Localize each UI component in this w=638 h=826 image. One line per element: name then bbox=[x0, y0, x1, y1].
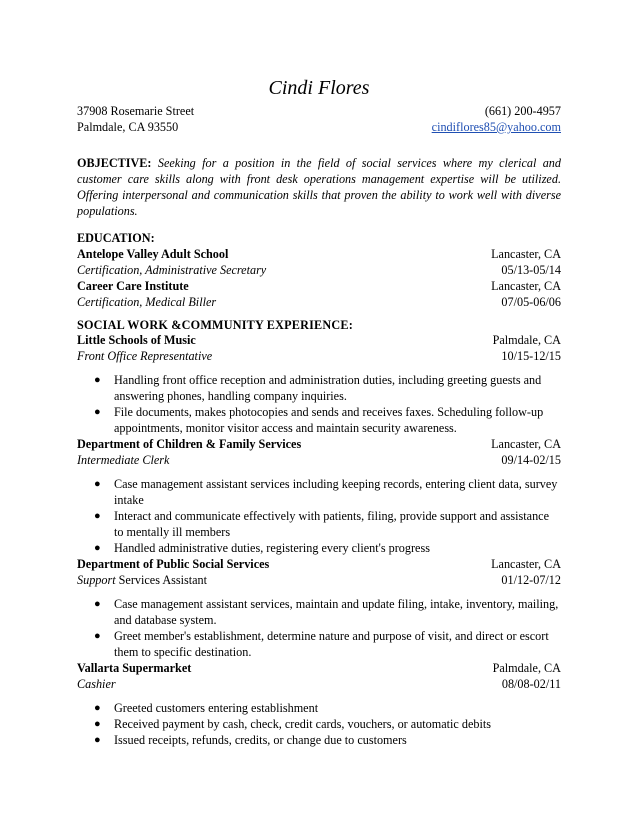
school-dates: 07/05-06/06 bbox=[501, 295, 561, 309]
employer-name: Little Schools of Music bbox=[77, 333, 196, 347]
bullet-icon: ● bbox=[94, 374, 101, 386]
street-address: 37908 Rosemarie Street bbox=[77, 104, 195, 118]
experience-heading: SOCIAL WORK &COMMUNITY EXPERIENCE: bbox=[77, 318, 353, 332]
job-bullets bbox=[77, 372, 561, 436]
bullet-item: ● Greeted customers entering establishment bbox=[94, 701, 319, 715]
bullet-icon: ● bbox=[94, 510, 101, 522]
job-dates: 09/14-02/15 bbox=[501, 453, 561, 467]
phone-number: (661) 200-4957 bbox=[484, 104, 561, 118]
resume-name: Cindi Flores bbox=[268, 77, 370, 99]
bullet-item: ● File documents, makes photocopies and sends and receives faxes. Scheduling follow-up appointments, monitor visitor access and maintain security awareness. bbox=[94, 405, 544, 435]
job-entry bbox=[77, 556, 561, 660]
job-title: Front Office Representative bbox=[77, 349, 213, 363]
job-bullets bbox=[77, 596, 561, 660]
bullet-icon: ● bbox=[94, 718, 101, 730]
bullet-icon: ● bbox=[94, 478, 101, 490]
bullet-item: ● Interact and communicate effectively with patients, filing, provide support and assistance to mentally ill members bbox=[94, 509, 550, 539]
job-bullets bbox=[77, 476, 561, 556]
employer-name: Vallarta Supermarket bbox=[77, 661, 192, 675]
job-entry bbox=[77, 436, 561, 556]
objective-text: Seeking for a position in the field of social services where my clerical and customer care skills along with front desk operations management expertise will be utilized. Offering interpersonal and communication skills that proven the ability to work well with diverse populations. bbox=[77, 156, 561, 218]
job-location: Lancaster, CA bbox=[491, 437, 561, 451]
city-state-zip: Palmdale, CA 93550 bbox=[77, 120, 179, 134]
email-link[interactable]: cindiflores85@yahoo.com bbox=[431, 120, 561, 134]
job-location: Lancaster, CA bbox=[491, 557, 561, 571]
employer-name: Department of Children & Family Services bbox=[77, 437, 302, 451]
bullet-icon: ● bbox=[94, 630, 101, 642]
bullet-item: ● Received payment by cash, check, credit cards, vouchers, or automatic debits bbox=[94, 717, 491, 731]
job-bullets bbox=[77, 700, 561, 748]
bullet-icon: ● bbox=[94, 542, 101, 554]
bullet-item: ● Case management assistant services, maintain and update filing, intake, inventory, mailing, and database system. bbox=[94, 597, 559, 627]
job-entry bbox=[77, 660, 561, 748]
objective-label: OBJECTIVE: bbox=[77, 156, 152, 170]
school-certification: Certification, Administrative Secretary bbox=[77, 263, 267, 277]
school-name: Antelope Valley Adult School bbox=[77, 247, 229, 261]
bullet-item: ● Handled administrative duties, registering every client's progress bbox=[94, 541, 430, 555]
job-location: Palmdale, CA bbox=[492, 661, 561, 675]
bullet-icon: ● bbox=[94, 734, 101, 746]
contact-row-2 bbox=[77, 119, 561, 135]
job-title: Support Services Assistant bbox=[77, 573, 208, 587]
bullet-icon: ● bbox=[94, 598, 101, 610]
employer-name: Department of Public Social Services bbox=[77, 557, 270, 571]
bullet-icon: ● bbox=[94, 702, 101, 714]
job-entry bbox=[77, 332, 561, 436]
school-location: Lancaster, CA bbox=[491, 247, 561, 261]
education-entry bbox=[77, 246, 561, 310]
contact-row-1 bbox=[77, 103, 561, 119]
job-dates: 01/12-07/12 bbox=[501, 573, 561, 587]
school-dates: 05/13-05/14 bbox=[501, 263, 561, 277]
education-heading: EDUCATION: bbox=[77, 231, 155, 245]
school-name: Career Care Institute bbox=[77, 279, 189, 293]
bullet-item: ● Case management assistant services including keeping records, entering client data, survey intake bbox=[94, 477, 558, 507]
school-certification: Certification, Medical Biller bbox=[77, 295, 217, 309]
bullet-item: ● Handling front office reception and administration duties, including greeting guests and answering phones, handling company inquiries. bbox=[94, 373, 542, 403]
objective-section bbox=[77, 155, 561, 219]
job-title: Cashier bbox=[77, 677, 116, 691]
job-location: Palmdale, CA bbox=[492, 333, 561, 347]
school-location: Lancaster, CA bbox=[491, 279, 561, 293]
bullet-item: ● Issued receipts, refunds, credits, or change due to customers bbox=[94, 733, 407, 747]
job-title: Intermediate Clerk bbox=[77, 453, 170, 467]
job-dates: 10/15-12/15 bbox=[501, 349, 561, 363]
bullet-item: ● Greet member's establishment, determine nature and purpose of visit, and direct or escort them to specific destination. bbox=[94, 629, 549, 659]
bullet-icon: ● bbox=[94, 406, 101, 418]
job-dates: 08/08-02/11 bbox=[501, 677, 561, 691]
